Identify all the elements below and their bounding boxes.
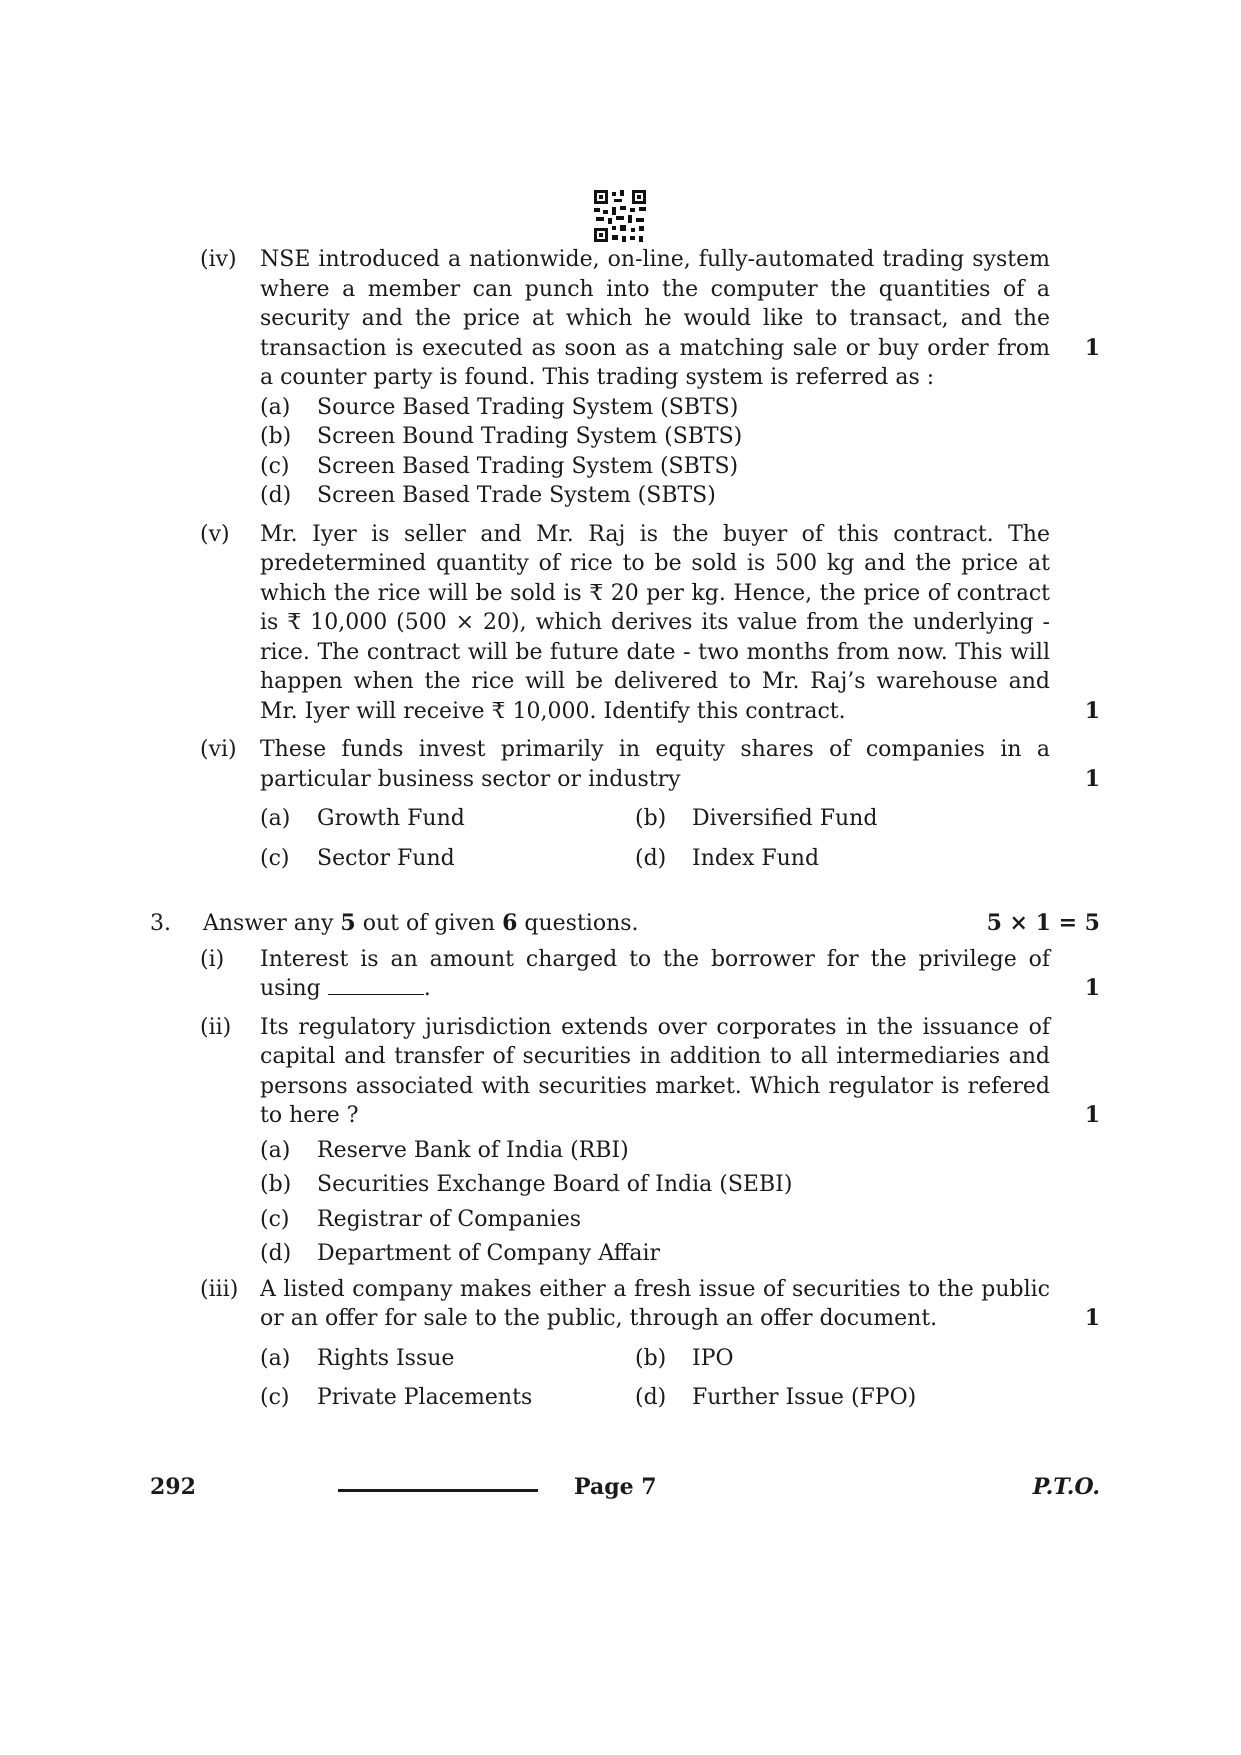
question-3-iii	[150, 1275, 1100, 1413]
question-text: A listed company makes either a fresh issue of securities to the public or an offer for sale to the public, through an offer document.	[260, 1276, 1050, 1331]
options	[260, 1136, 1100, 1269]
question-3-i	[150, 945, 1100, 1004]
option-a: (a) Reserve Bank of India (RBI)	[260, 1137, 629, 1163]
options-row-2	[260, 1383, 1100, 1413]
question-text: Interest is an amount charged to the borrower for the privilege of using .	[260, 946, 1050, 1001]
option-d: (d) Further Issue (FPO)	[635, 1385, 917, 1410]
option-b: (b) IPO	[635, 1345, 734, 1371]
question-v	[150, 520, 1100, 727]
option-c: (c) Screen Based Trading System (SBTS)	[260, 453, 739, 479]
marks: 1	[1084, 1305, 1100, 1331]
qr-code	[594, 190, 646, 242]
answer-blank	[328, 994, 424, 995]
question-content	[150, 245, 1100, 1413]
question-number: (iv)	[200, 247, 237, 272]
marks: 1	[1084, 765, 1100, 792]
options-row-1	[260, 1344, 1100, 1374]
option-d: (d) Index Fund	[635, 845, 820, 871]
question-number: (vi)	[200, 737, 237, 762]
page-footer	[150, 1474, 1100, 1504]
question-vi	[150, 735, 1100, 873]
section-number: 3.	[150, 911, 171, 936]
section-instructions: Answer any 5 out of given 6 questions.	[203, 910, 639, 936]
marks: 1	[1084, 334, 1100, 361]
question-number: (v)	[200, 521, 230, 547]
option-b: (b) Diversified Fund	[635, 806, 878, 831]
section-3-header	[150, 909, 1100, 939]
question-iv	[150, 245, 1100, 511]
option-b: (b) Securities Exchange Board of India (SEBI)	[260, 1172, 793, 1197]
option-a: (a) Source Based Trading System (SBTS)	[260, 394, 739, 420]
question-text: These funds invest primarily in equity shares of companies in a particular business sector or industry	[260, 737, 1050, 792]
marks: 1	[1084, 1102, 1100, 1128]
question-text: Its regulatory jurisdiction extends over corporates in the issuance of capital and transfer of securities in addition to all intermediaries and persons associated with securities market. Which regulator is refered to here ?	[260, 1014, 1050, 1128]
marks: 1	[1084, 975, 1100, 1001]
page-number: Page 7	[574, 1474, 657, 1500]
question-3-ii	[150, 1013, 1100, 1269]
paper-code: 292	[150, 1474, 196, 1500]
option-c: (c) Registrar of Companies	[260, 1206, 582, 1232]
question-text: NSE introduced a nationwide, on-line, fully-automated trading system where a member can punch into the computer the quantities of a security and the price at which he would like to transact, and the transaction is executed as soon as a matching sale or buy order from a counter party is found. This trading system is referred as :	[260, 247, 1050, 390]
options-row-2	[260, 844, 1100, 874]
option-a: (a) Growth Fund	[260, 806, 465, 831]
question-number: (iii)	[200, 1276, 239, 1302]
question-text: Mr. Iyer is seller and Mr. Raj is the buyer of this contract. The predetermined quantity of rice to be sold is 500 kg and the price at which the rice will be sold is ₹ 20 per kg. Hence, the price of contract is ₹ 10,000 (500 × 20), which derives its value from the underlying - rice. The contract will be future date - two months from now. This will happen when the rice will be delivered to Mr. Raj’s warehouse and Mr. Iyer will receive ₹ 10,000. Identify this contract.	[260, 521, 1050, 724]
option-d: (d) Screen Based Trade System (SBTS)	[260, 483, 716, 508]
question-number: (ii)	[200, 1014, 232, 1040]
footer-rule	[338, 1489, 538, 1492]
marks: 1	[1084, 697, 1100, 724]
option-a: (a) Rights Issue	[260, 1345, 455, 1371]
option-c: (c) Private Placements	[260, 1385, 533, 1410]
question-number: (i)	[200, 946, 225, 972]
option-c: (c) Sector Fund	[260, 845, 455, 871]
options	[260, 393, 1100, 511]
pto-label: P.T.O.	[1032, 1474, 1100, 1500]
option-b: (b) Screen Bound Trading System (SBTS)	[260, 424, 743, 449]
options-row-1	[260, 804, 1100, 834]
section-marks: 5 × 1 = 5	[986, 910, 1100, 936]
option-d: (d) Department of Company Affair	[260, 1241, 661, 1266]
